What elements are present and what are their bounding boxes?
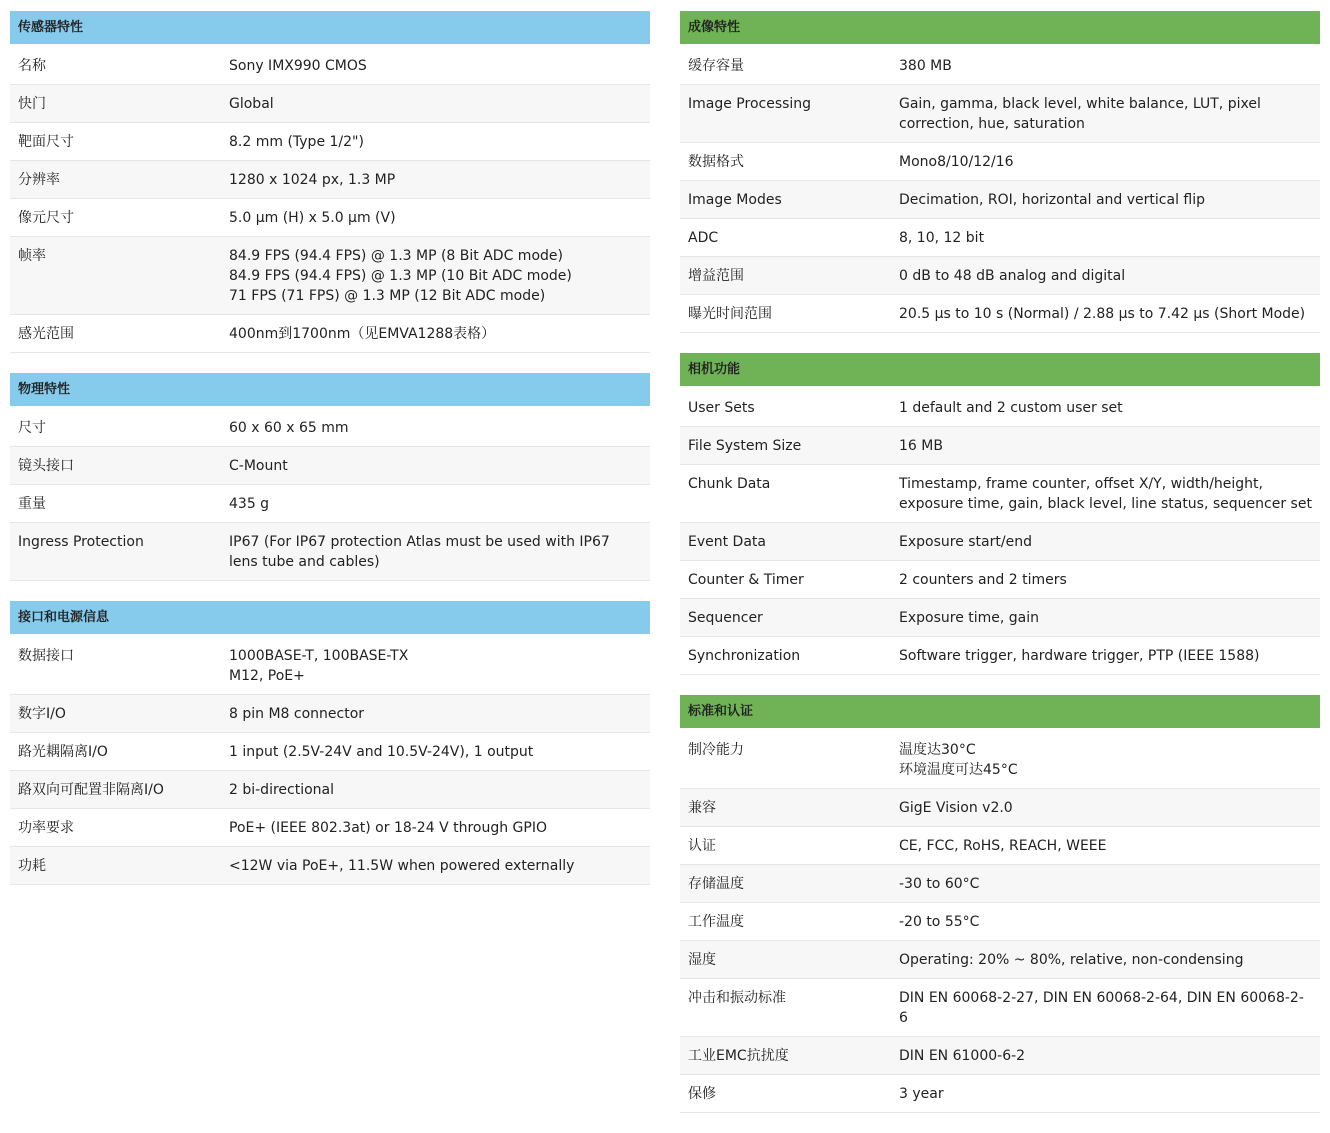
- left-column: [10, 11, 650, 905]
- spec-value: [899, 950, 1320, 970]
- spec-value-line: 1000BASE-T, 100BASE-TX: [229, 648, 409, 664]
- spec-value: [229, 780, 650, 800]
- spec-value-line: 1 default and 2 custom user set: [899, 400, 1123, 416]
- spec-value-line: 84.9 FPS (94.4 FPS) @ 1.3 MP (8 Bit ADC mode): [229, 248, 563, 264]
- spec-value: [899, 190, 1320, 210]
- spec-row: [10, 695, 650, 733]
- spec-value-line: 8.2 mm (Type 1/2"): [229, 134, 364, 150]
- spec-label: Counter & Timer: [688, 572, 804, 588]
- spec-section-standards: [680, 695, 1320, 1113]
- spec-row: [680, 599, 1320, 637]
- spec-value-line: Software trigger, hardware trigger, PTP (IEEE 1588): [899, 648, 1260, 664]
- spec-row: [680, 523, 1320, 561]
- section-title: 成像特性: [680, 11, 1320, 47]
- spec-value-line: Exposure start/end: [899, 534, 1032, 550]
- spec-row: [680, 47, 1320, 85]
- spec-value-line: 60 x 60 x 65 mm: [229, 420, 349, 436]
- spec-value-line: 8 pin M8 connector: [229, 706, 365, 722]
- spec-value-line: 20.5 µs to 10 s (Normal) / 2.88 µs to 7.42 µs (Short Mode): [899, 306, 1306, 322]
- spec-label: User Sets: [688, 400, 755, 416]
- spec-label: Sequencer: [688, 610, 763, 626]
- spec-value-line: 84.9 FPS (94.4 FPS) @ 1.3 MP (10 Bit ADC mode): [229, 268, 572, 284]
- spec-value: [229, 132, 650, 152]
- spec-label: 镜头接口: [18, 458, 74, 474]
- spec-row: [680, 637, 1320, 675]
- spec-value-line: 3 year: [899, 1086, 944, 1102]
- spec-value: [899, 94, 1320, 134]
- spec-row: [680, 1037, 1320, 1075]
- section-title: 物理特性: [10, 373, 650, 409]
- spec-row: [680, 295, 1320, 333]
- spec-label: 湿度: [688, 952, 716, 968]
- spec-row: [680, 427, 1320, 465]
- spec-value: [229, 494, 650, 514]
- spec-row: [10, 809, 650, 847]
- spec-value-line: -20 to 55°C: [899, 914, 980, 930]
- spec-value: [229, 56, 650, 76]
- spec-row: [10, 409, 650, 447]
- spec-row: [10, 523, 650, 581]
- spec-section-physical: [10, 373, 650, 581]
- spec-label: 保修: [688, 1086, 716, 1102]
- spec-value-line: Decimation, ROI, horizontal and vertical flip: [899, 192, 1206, 208]
- spec-value: [899, 608, 1320, 628]
- spec-value-line: 5.0 µm (H) x 5.0 µm (V): [229, 210, 396, 226]
- spec-value: [229, 456, 650, 476]
- spec-label: Image Processing: [688, 96, 812, 112]
- spec-value: [229, 742, 650, 762]
- spec-value: [229, 170, 650, 190]
- spec-value-line: -30 to 60°C: [899, 876, 980, 892]
- spec-value-line: 温度达30°C: [899, 742, 976, 758]
- spec-row: [10, 637, 650, 695]
- spec-value-line: PoE+ (IEEE 802.3at) or 18-24 V through GPIO: [229, 820, 548, 836]
- spec-value-line: CE, FCC, RoHS, REACH, WEEE: [899, 838, 1107, 854]
- spec-label: 数字I/O: [18, 706, 66, 722]
- spec-value: [899, 228, 1320, 248]
- spec-label: Event Data: [688, 534, 766, 550]
- spec-row: [680, 827, 1320, 865]
- spec-value-line: 2 bi-directional: [229, 782, 335, 798]
- spec-value: [899, 740, 1320, 780]
- spec-label: 快门: [18, 96, 46, 112]
- spec-value-line: 380 MB: [899, 58, 952, 74]
- spec-value: [899, 532, 1320, 552]
- spec-row: [680, 389, 1320, 427]
- spec-row: [10, 237, 650, 315]
- spec-value-line: DIN EN 61000-6-2: [899, 1048, 1026, 1064]
- spec-value: [899, 836, 1320, 856]
- section-title: 传感器特性: [10, 11, 650, 47]
- spec-value: [899, 1046, 1320, 1066]
- section-title: 标准和认证: [680, 695, 1320, 731]
- spec-row: [10, 47, 650, 85]
- spec-section-camera: [680, 353, 1320, 675]
- spec-row: [680, 903, 1320, 941]
- spec-value-line: <12W via PoE+, 11.5W when powered externally: [229, 858, 575, 874]
- spec-value-line: 400nm到1700nm（见EMVA1288表格）: [229, 326, 496, 342]
- spec-row: [10, 161, 650, 199]
- spec-row: [10, 733, 650, 771]
- spec-label: 兼容: [688, 800, 716, 816]
- spec-label: 认证: [688, 838, 716, 854]
- spec-label: 制冷能力: [688, 742, 744, 758]
- spec-label: 冲击和振动标准: [688, 990, 786, 1006]
- spec-label: 路双向可配置非隔离I/O: [18, 782, 164, 798]
- spec-row: [10, 85, 650, 123]
- spec-value-line: 8, 10, 12 bit: [899, 230, 985, 246]
- spec-label: ADC: [688, 230, 719, 246]
- spec-value: [899, 152, 1320, 172]
- spec-label: 感光范围: [18, 326, 74, 342]
- spec-value: [229, 532, 650, 572]
- spec-value-line: GigE Vision v2.0: [899, 800, 1013, 816]
- spec-value: [899, 474, 1320, 514]
- spec-value: [899, 266, 1320, 286]
- spec-label: 名称: [18, 58, 46, 74]
- spec-value: [229, 94, 650, 114]
- spec-value-line: 环境温度可达45°C: [899, 762, 1018, 778]
- spec-row: [680, 941, 1320, 979]
- spec-row: [680, 257, 1320, 295]
- spec-row: [10, 447, 650, 485]
- spec-row: [680, 85, 1320, 143]
- spec-label: 工作温度: [688, 914, 744, 930]
- spec-value: [229, 418, 650, 438]
- spec-value: [229, 704, 650, 724]
- spec-row: [680, 865, 1320, 903]
- spec-value: [229, 324, 650, 344]
- spec-label: 存储温度: [688, 876, 744, 892]
- spec-label: 数据格式: [688, 154, 744, 170]
- spec-value-line: 1 input (2.5V-24V and 10.5V-24V), 1 output: [229, 744, 534, 760]
- section-title: 接口和电源信息: [10, 601, 650, 637]
- spec-label: 尺寸: [18, 420, 46, 436]
- spec-value: [229, 246, 650, 306]
- spec-row: [680, 143, 1320, 181]
- spec-value: [899, 988, 1320, 1028]
- spec-value-line: IP67 (For IP67 protection Atlas must be used with IP67 lens tube and cables): [229, 534, 610, 570]
- spec-label: 功率要求: [18, 820, 74, 836]
- spec-label: File System Size: [688, 438, 802, 454]
- spec-value: [229, 856, 650, 876]
- spec-label: 帧率: [18, 248, 46, 264]
- spec-value-line: 71 FPS (71 FPS) @ 1.3 MP (12 Bit ADC mode): [229, 288, 546, 304]
- spec-value: [229, 818, 650, 838]
- spec-label: 分辨率: [18, 172, 60, 188]
- spec-section-imaging: [680, 11, 1320, 333]
- spec-row: [680, 561, 1320, 599]
- spec-value: [899, 912, 1320, 932]
- spec-section-sensor: [10, 11, 650, 353]
- right-column: [680, 11, 1320, 1133]
- spec-value-line: Mono8/10/12/16: [899, 154, 1014, 170]
- spec-value-line: Global: [229, 96, 274, 112]
- spec-label: 像元尺寸: [18, 210, 74, 226]
- spec-section-interface: [10, 601, 650, 885]
- spec-value-line: Sony IMX990 CMOS: [229, 58, 367, 74]
- spec-row: [680, 789, 1320, 827]
- spec-row: [680, 1075, 1320, 1113]
- spec-row: [680, 465, 1320, 523]
- spec-value-line: 435 g: [229, 496, 270, 512]
- spec-label: 功耗: [18, 858, 46, 874]
- spec-label: 重量: [18, 496, 46, 512]
- spec-value: [899, 56, 1320, 76]
- spec-value: [229, 646, 650, 686]
- spec-value: [899, 436, 1320, 456]
- spec-value: [899, 304, 1320, 324]
- spec-row: [10, 847, 650, 885]
- spec-value-line: Operating: 20% ~ 80%, relative, non-condensing: [899, 952, 1244, 968]
- spec-value: [229, 208, 650, 228]
- spec-row: [10, 771, 650, 809]
- spec-row: [10, 199, 650, 237]
- spec-value: [899, 798, 1320, 818]
- section-title: 相机功能: [680, 353, 1320, 389]
- spec-value-line: Timestamp, frame counter, offset X/Y, width/height, exposure time, gain, black level, line status, sequencer set: [899, 476, 1312, 512]
- spec-label: 缓存容量: [688, 58, 744, 74]
- spec-value-line: 2 counters and 2 timers: [899, 572, 1067, 588]
- spec-value: [899, 398, 1320, 418]
- spec-value-line: 1280 x 1024 px, 1.3 MP: [229, 172, 396, 188]
- spec-value-line: DIN EN 60068-2-27, DIN EN 60068-2-64, DIN EN 60068-2-6: [899, 990, 1304, 1026]
- spec-label: 工业EMC抗扰度: [688, 1048, 789, 1064]
- spec-label: Chunk Data: [688, 476, 771, 492]
- spec-row: [10, 123, 650, 161]
- spec-row: [680, 219, 1320, 257]
- spec-value: [899, 646, 1320, 666]
- spec-value-line: M12, PoE+: [229, 668, 305, 684]
- spec-value-line: Exposure time, gain: [899, 610, 1040, 626]
- spec-value-line: Gain, gamma, black level, white balance, LUT, pixel correction, hue, saturation: [899, 96, 1261, 132]
- spec-value-line: 16 MB: [899, 438, 943, 454]
- spec-value-line: C-Mount: [229, 458, 288, 474]
- spec-label: Image Modes: [688, 192, 782, 208]
- spec-row: [10, 485, 650, 523]
- spec-value-line: 0 dB to 48 dB analog and digital: [899, 268, 1126, 284]
- spec-label: 靶面尺寸: [18, 134, 74, 150]
- spec-label: 路光耦隔离I/O: [18, 744, 108, 760]
- spec-row: [680, 731, 1320, 789]
- spec-label: 增益范围: [688, 268, 744, 284]
- spec-value: [899, 874, 1320, 894]
- spec-value: [899, 570, 1320, 590]
- spec-label: Ingress Protection: [18, 534, 144, 550]
- spec-row: [680, 181, 1320, 219]
- spec-value: [899, 1084, 1320, 1104]
- spec-label: 曝光时间范围: [688, 306, 772, 322]
- spec-label: Synchronization: [688, 648, 801, 664]
- spec-row: [10, 315, 650, 353]
- spec-row: [680, 979, 1320, 1037]
- spec-label: 数据接口: [18, 648, 74, 664]
